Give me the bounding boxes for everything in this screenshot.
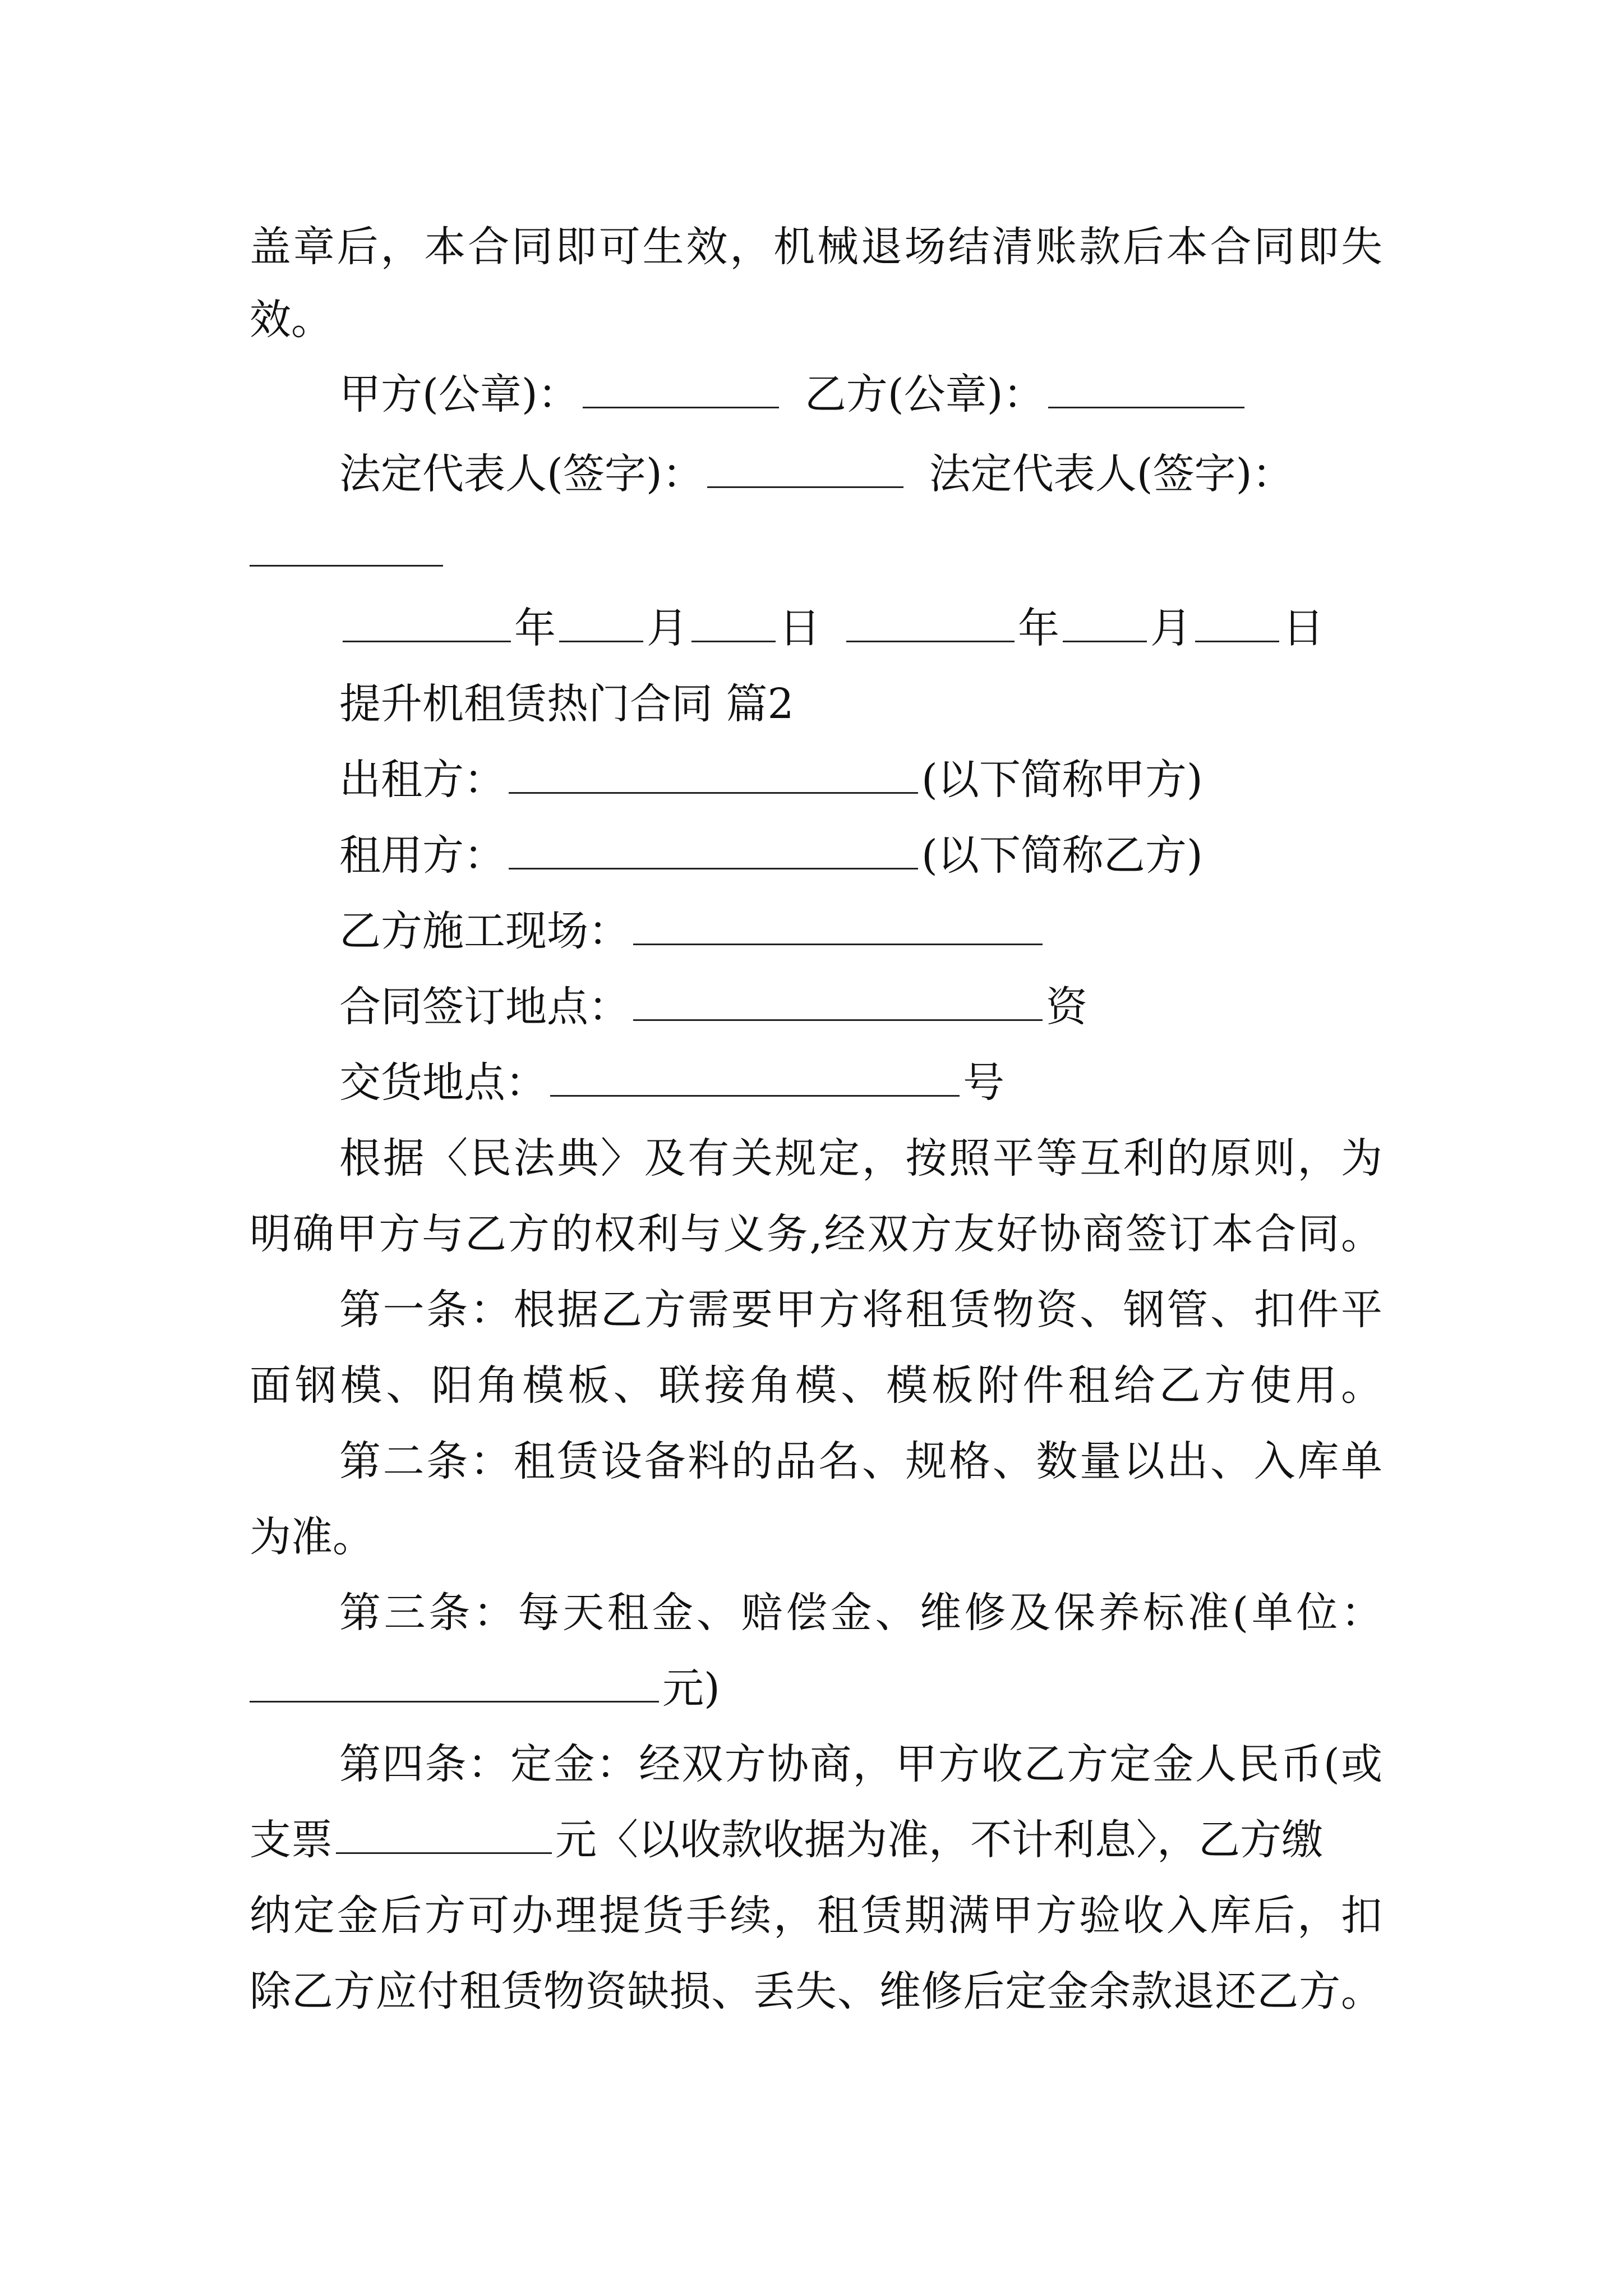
month-a-blank	[559, 606, 643, 642]
article-4-line-1: 第四条：定金：经双方协商，甲方收乙方定金人民币(或	[339, 1740, 1382, 1788]
rep-a-label: 法定代表人(签字)：	[339, 450, 704, 498]
day-a-blank	[691, 606, 776, 642]
party-b-seal-label: 乙方(公章)：	[804, 370, 1045, 418]
rep-b-label: 法定代表人(签字)：	[929, 450, 1294, 498]
sign-place-suffix: 资	[1046, 983, 1087, 1031]
rep-a-blank	[707, 452, 903, 488]
lessee-label: 租用方：	[339, 831, 505, 880]
article-1-line-2: 面钢模、阳角模板、联接角模、模板附件租给乙方使用。	[250, 1361, 1382, 1410]
intro-line-2: 效。	[250, 296, 333, 344]
party-a-seal-blank	[583, 372, 779, 408]
delivery-field	[339, 1052, 1004, 1114]
sign-place-field	[339, 976, 1087, 1038]
article-4-line-2	[250, 1809, 1323, 1871]
day-b-blank	[1195, 606, 1279, 642]
lessee-blank	[509, 833, 918, 869]
day-b-label: 日	[1283, 604, 1324, 652]
day-a-label: 日	[779, 604, 820, 652]
year-b-label: 年	[1018, 604, 1059, 652]
delivery-suffix: 号	[963, 1059, 1004, 1107]
month-b-label: 月	[1150, 604, 1192, 652]
month-b-blank	[1063, 606, 1147, 642]
article-2-line-2: 为准。	[250, 1513, 374, 1561]
delivery-label: 交货地点：	[339, 1059, 547, 1107]
site-label: 乙方施工现场：	[339, 907, 630, 955]
seal-line	[339, 364, 1248, 425]
site-blank	[633, 909, 1043, 945]
lessee-note: (以下简称乙方)	[921, 831, 1203, 880]
sign-place-label: 合同签订地点：	[339, 983, 630, 1031]
section-title: 提升机租赁热门合同 篇2	[339, 680, 794, 728]
preamble-line-1: 根据〈民法典〉及有关规定，按照平等互利的原则，为	[339, 1134, 1382, 1182]
rep-b-blank	[250, 530, 443, 567]
date-line	[339, 597, 1324, 659]
year-b-blank	[846, 606, 1015, 642]
article-4-line-4: 除乙方应付租赁物资缺损、丢失、维修后定金余款退还乙方。	[250, 1967, 1382, 2016]
article-4-prefix: 支票	[250, 1816, 333, 1864]
article-1-line-1: 第一条：根据乙方需要甲方将租赁物资、钢管、扣件平	[339, 1286, 1382, 1334]
article-3-line-2	[250, 1658, 720, 1719]
article-4-suffix: 元〈以收款收据为准，不计利息〉，乙方缴	[555, 1816, 1323, 1864]
year-a-label: 年	[514, 604, 556, 652]
party-a-seal-label: 甲方(公章)：	[339, 370, 579, 418]
lessor-blank	[509, 757, 918, 794]
intro-line-1: 盖章后，本合同即可生效，机械退场结清账款后本合同即失	[250, 223, 1382, 271]
delivery-blank	[550, 1060, 960, 1097]
article-3-line-1: 第三条：每天租金、赔偿金、维修及保养标准(单位：	[339, 1589, 1382, 1637]
rep-b-blank-line	[250, 522, 446, 583]
month-a-label: 月	[647, 604, 688, 652]
lessor-field	[339, 749, 1203, 811]
sign-place-blank	[633, 984, 1043, 1021]
cheque-blank	[336, 1818, 552, 1854]
lessee-field	[339, 825, 1203, 886]
preamble-line-2: 明确甲方与乙方的权利与义务,经双方友好协商签订本合同。	[250, 1210, 1382, 1258]
party-b-seal-blank	[1048, 372, 1244, 408]
unit-blank	[250, 1666, 659, 1703]
article-2-line-1: 第二条：租赁设备料的品名、规格、数量以出、入库单	[339, 1437, 1382, 1485]
site-field	[339, 900, 1046, 962]
year-a-blank	[343, 606, 511, 642]
article-4-line-3: 纳定金后方可办理提货手续，租赁期满甲方验收入库后，扣	[250, 1892, 1382, 1940]
representative-line	[339, 443, 1294, 505]
lessor-label: 出租方：	[339, 756, 505, 804]
lessor-note: (以下简称甲方)	[921, 756, 1203, 804]
article-3-suffix: 元)	[662, 1664, 720, 1713]
